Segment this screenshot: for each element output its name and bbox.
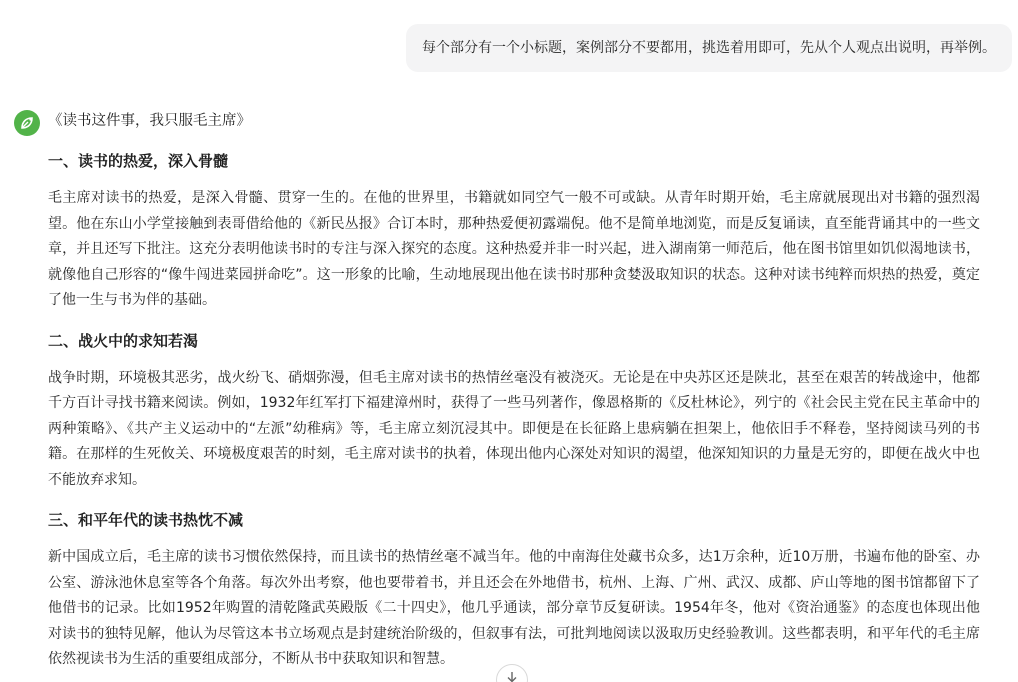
- section-paragraph: 新中国成立后，毛主席的读书习惯依然保持，而且读书的热情丝毫不减当年。他的中南海住处藏书众多，达1万余种，近10万册，书遍布他的卧室、办公室、游泳池休息室等各个角落。每次外出考察，他也要带着书，并且还会在外地借书，杭州、上海、广州、武汉、成都、庐山等地的图书馆都留下了他借书的记录。比如1952年购置的清乾隆武英殿版《二十四史》，他几乎通读，部分章节反复研读。1954年冬，他对《资治通鉴》的态度也体现出他对读书的独特见解，他认为尽管这本书立场观点是封建统治阶级的，但叙事有法，可批判地阅读以汲取历史经验教训。这些都表明，和平年代的毛主席依然视读书为生活的重要组成部分，不断从书中获取知识和智慧。: [48, 549, 980, 667]
- article-title: 《读书这件事，我只服毛主席》: [48, 113, 251, 129]
- section-2: [48, 328, 980, 494]
- section-heading: 一、读书的热爱，深入骨髓: [48, 152, 229, 170]
- assistant-message-content: [48, 108, 980, 682]
- section-heading: 二、战火中的求知若渴: [48, 331, 199, 350]
- section-3: [48, 507, 980, 673]
- section-paragraph: 毛主席对读书的热爱，是深入骨髓、贯穿一生的。在他的世界里，书籍就如同空气一般不可或缺。从青年时期开始，毛主席就展现出对书籍的强烈渴望。他在东山小学堂接触到表哥借给他的《新民丛报》合订本时，那种热爱便初露端倪。他不是简单地浏览，而是反复诵读，直至能背诵其中的一些文章，并且还写下批注。这充分表明他读书时的专注与深入探究的态度。这种热爱并非一时兴起，进入湖南第一师范后，他在图书馆里如饥似渴地读书，就像他自己形容的“像牛闯进菜园拼命吃”。这一形象的比喻，生动地展现出他在读书时那种贪婪汲取知识的状态。这种对读书纯粹而炽热的热爱，奠定了他一生与书为伴的基础。: [48, 190, 980, 308]
- section-heading: 三、和平年代的读书热忱不减: [48, 511, 244, 529]
- assistant-logo-icon: [14, 110, 40, 136]
- user-message-bubble: [406, 24, 1012, 72]
- user-message-text: 每个部分有一个小标题，案例部分不要都用，挑选着用即可，先从个人观点出说明，再举例。: [422, 40, 996, 56]
- leaf-icon: [18, 114, 36, 132]
- section-paragraph: 战争时期，环境极其恶劣，战火纷飞、硝烟弥漫，但毛主席对读书的热情丝毫没有被浇灭。无论是在中央苏区还是陕北，甚至在艰苦的转战途中，他都千方百计寻找书籍来阅读。例如，1932年红军打下福建漳州时，获得了一些马列著作，像恩格斯的《反杜林论》，列宁的《社会民主党在民主革命中的两种策略》、《共产主义运动中的“左派”幼稚病》等，毛主席立刻沉浸其中。即便是在长征路上患病躺在担架上，他依旧手不释卷，坚持阅读马列的书籍。在那样的生死攸关、环境极度艰苦的时刻，毛主席对读书的执着，体现出他内心深处对知识的渴望，他深知知识的力量是无穷的，即便在战火中也不能放弃求知。: [48, 369, 980, 488]
- arrow-down-icon: [506, 671, 518, 682]
- section-1: [48, 148, 980, 314]
